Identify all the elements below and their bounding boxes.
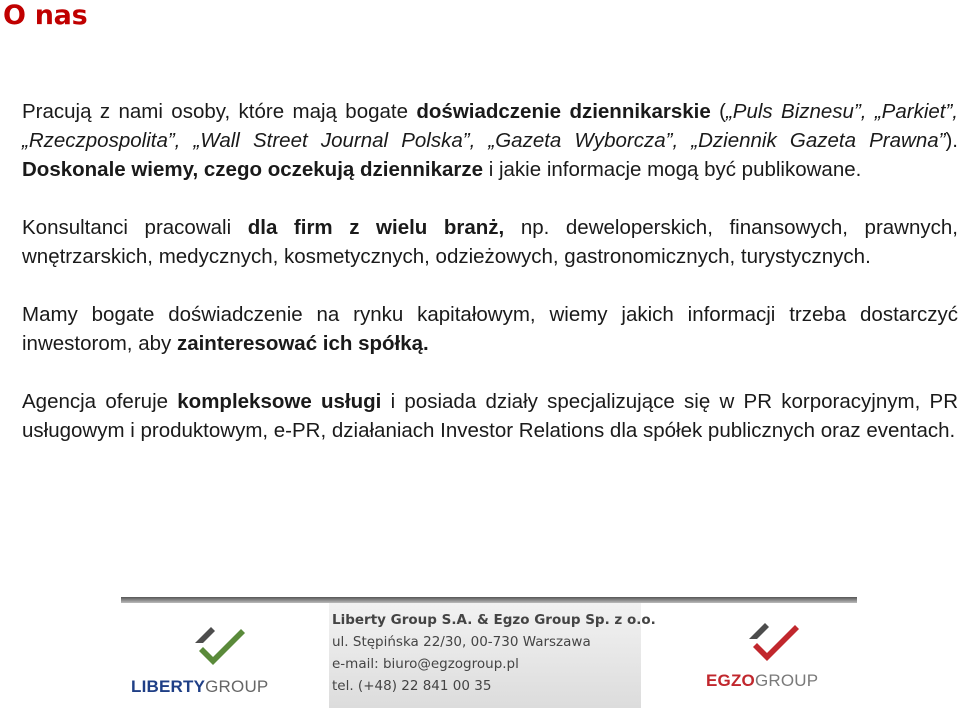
contact-phone: tel. (+48) 22 841 00 35 (332, 678, 492, 694)
contact-company: Liberty Group S.A. & Egzo Group Sp. z o.o. (332, 612, 656, 628)
contact-email: e-mail: biuro@egzogroup.pl (332, 656, 519, 672)
liberty-swoosh-icon (189, 617, 249, 669)
text-run: Mamy bogate doświadczenie na rynku kapitałowym, wiemy jakich informacji trzeba dostarczyć inwestorom, aby (22, 303, 958, 355)
egzo-group-word: GROUP (754, 671, 819, 690)
text-run: „Puls Biznesu”, „Parkiet”, „Rzeczpospolita”, „Wall Street Journal Polska”, „Gazeta Wyborcza”, „Dziennik Gazeta Prawna” (22, 100, 958, 152)
footer-banner (121, 597, 857, 708)
contact-box (329, 603, 656, 708)
text-run: kompleksowe usługi (177, 390, 382, 413)
text-run: doświadczenie dziennikarskie (416, 100, 711, 123)
text-run: Pracują z nami osoby, które mają bogate (22, 100, 417, 123)
text-run: np. deweloperskich, finansowych, prawnych, wnętrzarskich, medycznych, kosmetycznych, odzieżowych, gastronomicznych, turystycznych. (22, 216, 958, 268)
text-run: Doskonale wiemy, czego oczekują dziennikarze (22, 158, 484, 181)
liberty-group-wordmark (131, 677, 268, 697)
text-run: zainteresować ich spółką. (176, 332, 429, 355)
liberty-group-logo (129, 617, 299, 702)
egzo-group-logo (703, 611, 853, 701)
egzo-group-wordmark (706, 671, 818, 691)
paragraph-capital-market (22, 300, 958, 358)
egzo-word: EGZO (706, 671, 755, 690)
egzo-swoosh-icon (743, 613, 803, 665)
text-run: ). (945, 129, 958, 152)
contact-address: ul. Stępińska 22/30, 00-730 Warszawa (332, 634, 591, 650)
text-run: i posiada działy specjalizujące się w PR korporacyjnym, PR usługowym i produktowym, e-PR, działaniach Investor Relations dla spółek publicznych oraz eventach. (22, 390, 958, 442)
text-run: dla firm z wielu branż, (247, 216, 505, 239)
text-run: Konsultanci pracowali (22, 216, 248, 239)
paragraph-industries (22, 213, 958, 271)
text-run: Agencja oferuje (22, 390, 178, 413)
text-run: ( (710, 100, 726, 123)
main-content (22, 97, 958, 445)
paragraph-services (22, 387, 958, 445)
text-run: i jakie informacje mogą być publikowane. (483, 158, 862, 181)
liberty-group-word: GROUP (205, 677, 269, 696)
page-title: O nas (3, 0, 88, 31)
paragraph-experience (22, 97, 958, 184)
liberty-word: LIBERTY (131, 677, 206, 696)
